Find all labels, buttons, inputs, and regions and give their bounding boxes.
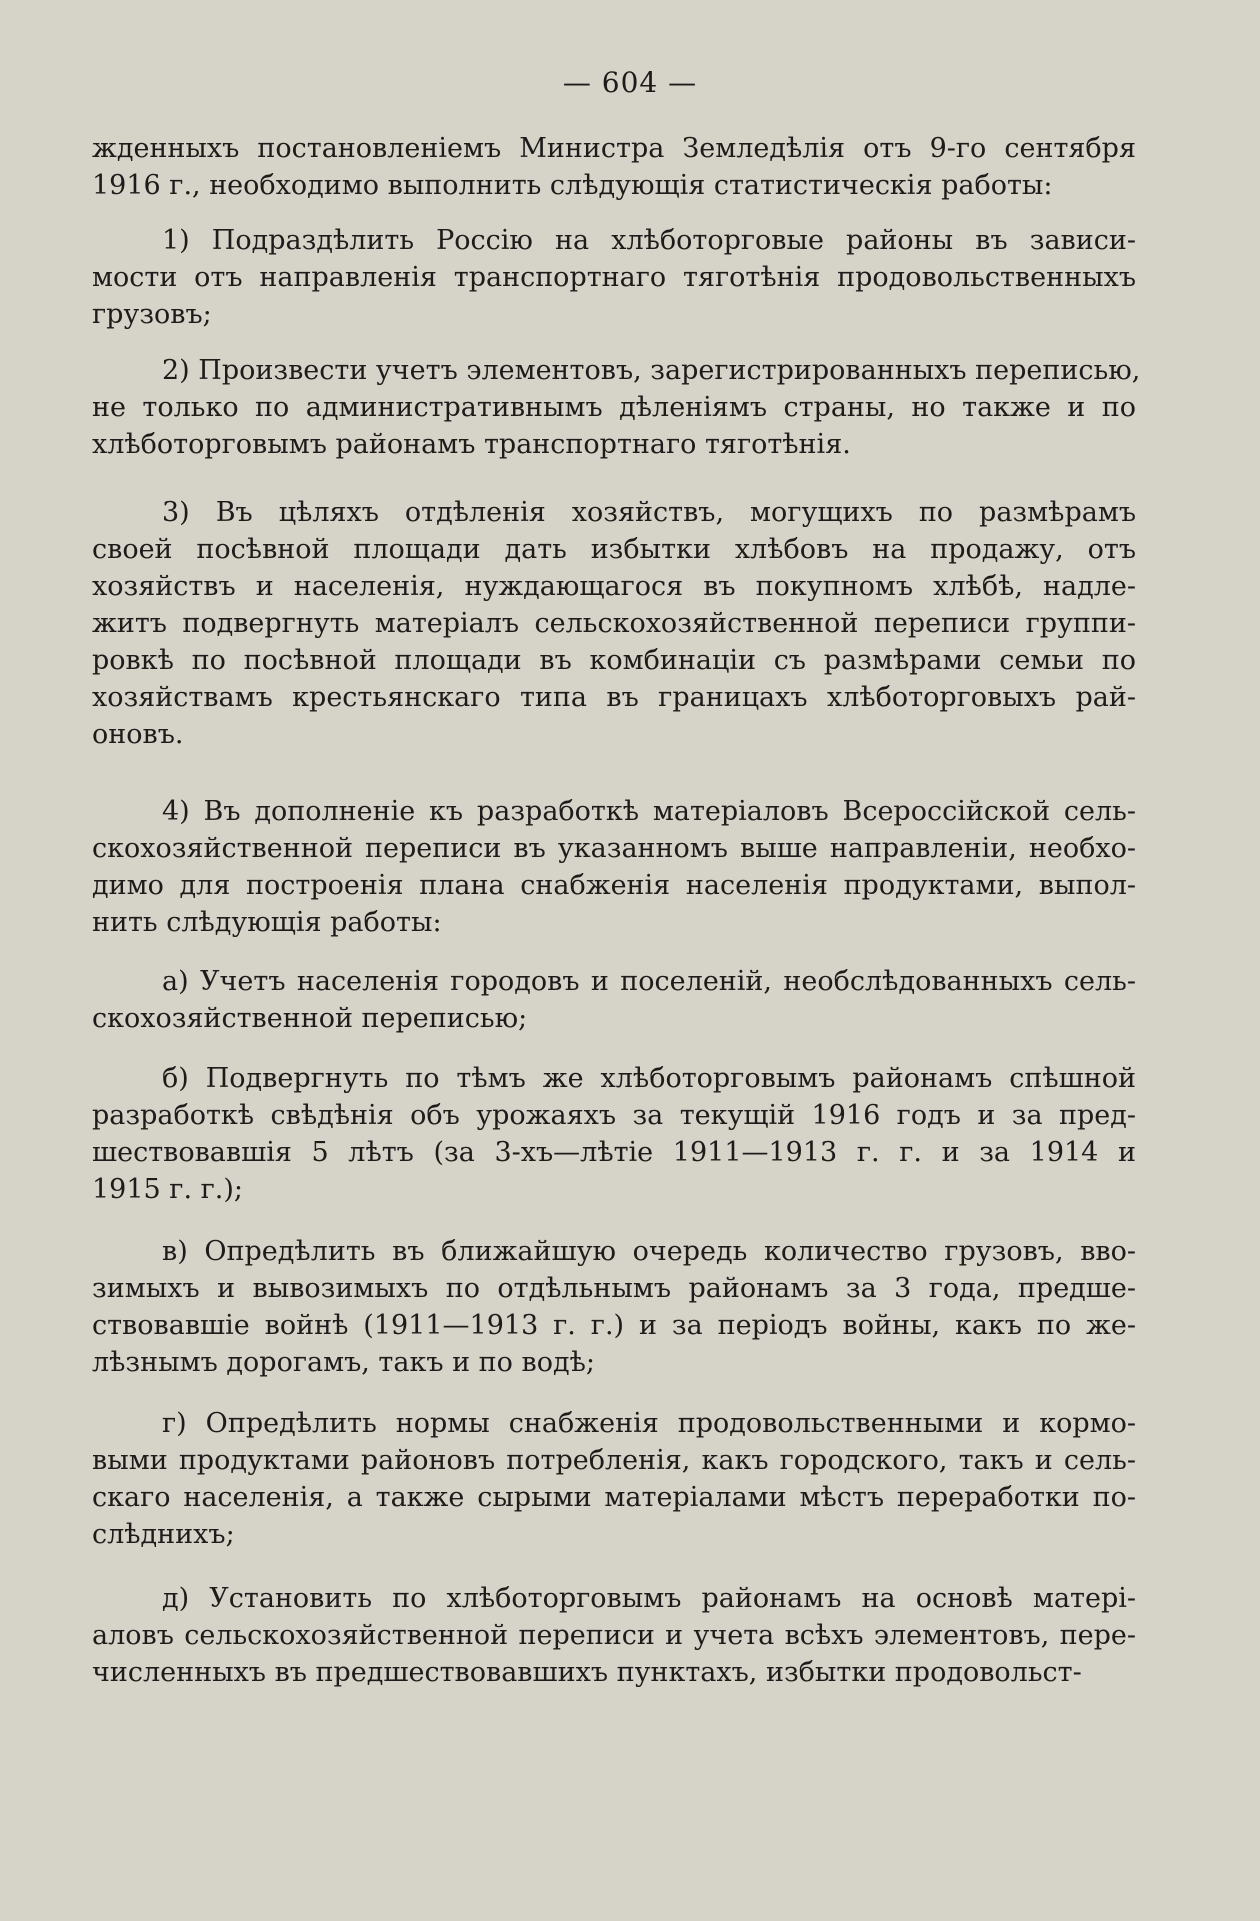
- paragraph: [92, 963, 1136, 1037]
- text-line: 1915 г. г.);: [92, 1174, 243, 1205]
- text-line: хлѣботорговымъ районамъ транспортнаго тяготѣнія.: [92, 429, 851, 460]
- text-line: 3) Въ цѣляхъ отдѣленія хозяйствъ, могущихъ по размѣрамъ: [162, 497, 1136, 528]
- paragraph: [92, 222, 1136, 333]
- text-line: скохозяйственной переписи въ указанномъ выше направленіи, необхо-: [92, 833, 1136, 864]
- text-line: 4) Въ дополненіе къ разработкѣ матеріаловъ Всероссійской сель-: [162, 796, 1136, 827]
- text-line: г) Опредѣлить нормы снабженія продовольственными и кормо-: [162, 1408, 1136, 1439]
- paragraph: [92, 793, 1136, 941]
- text-line: своей посѣвной площади дать избытки хлѣбовъ на продажу, отъ: [92, 534, 1136, 565]
- text-line: численныхъ въ предшествовавшихъ пунктахъ, избытки продовольст-: [92, 1657, 1082, 1688]
- text-line: оновъ.: [92, 719, 184, 750]
- text-line: димо для построенія плана снабженія населенія продуктами, выпол-: [92, 870, 1136, 901]
- text-line: шествовавшія 5 лѣтъ (за 3-хъ—лѣтіе 1911—1913 г. г. и за 1914 и: [92, 1137, 1136, 1168]
- text-line: 2) Произвести учетъ элементовъ, зарегистрированныхъ переписью,: [162, 355, 1141, 386]
- page-number: — 604 —: [562, 66, 698, 99]
- text-line: б) Подвергнуть по тѣмъ же хлѣботорговымъ районамъ спѣшной: [162, 1063, 1136, 1094]
- text-line: грузовъ;: [92, 299, 212, 330]
- paragraph: [92, 1060, 1136, 1208]
- text-line: хозяйствъ и населенія, нуждающагося въ покупномъ хлѣбѣ, надле-: [92, 571, 1136, 602]
- text-line: скаго населенія, а также сырыми матеріалами мѣстъ переработки по-: [92, 1482, 1136, 1513]
- text-line: нить слѣдующія работы:: [92, 907, 442, 938]
- text-line: ровкѣ по посѣвной площади въ комбинаціи съ размѣрами семьи по: [92, 645, 1136, 676]
- text-line: ствовавшіе войнѣ (1911—1913 г. г.) и за періодъ войны, какъ по же-: [92, 1310, 1136, 1341]
- paragraph: [92, 130, 1136, 204]
- text-line: 1916 г., необходимо выполнить слѣдующія статистическія работы:: [92, 170, 1053, 201]
- text-line: не только по административнымъ дѣленіямъ страны, но также и по: [92, 392, 1136, 423]
- text-line: слѣднихъ;: [92, 1519, 235, 1550]
- text-line: аловъ сельскохозяйственной переписи и учета всѣхъ элементовъ, пере-: [92, 1620, 1136, 1651]
- text-line: выми продуктами районовъ потребленія, какъ городского, такъ и сель-: [92, 1445, 1136, 1476]
- text-line: разработкѣ свѣдѣнія объ урожаяхъ за текущій 1916 годъ и за пред-: [92, 1100, 1136, 1131]
- text-line: скохозяйственной переписью;: [92, 1003, 528, 1034]
- paragraph: [92, 1580, 1136, 1691]
- text-line: жденныхъ постановленіемъ Министра Земледѣлія отъ 9-го сентября: [92, 133, 1136, 164]
- text-line: зимыхъ и вывозимыхъ по отдѣльнымъ районамъ за 3 года, предше-: [92, 1273, 1136, 1304]
- text-line: лѣзнымъ дорогамъ, такъ и по водѣ;: [92, 1347, 595, 1378]
- text-line: мости отъ направленія транспортнаго тяготѣнія продовольственныхъ: [92, 262, 1136, 293]
- text-line: а) Учетъ населенія городовъ и поселеній, необслѣдованныхъ сель-: [162, 966, 1136, 997]
- text-line: д) Установить по хлѣботорговымъ районамъ на основѣ матері-: [162, 1583, 1136, 1614]
- text-line: в) Опредѣлить въ ближайшую очередь количество грузовъ, вво-: [162, 1236, 1136, 1267]
- paragraph: [92, 494, 1136, 753]
- paragraph: [92, 1233, 1136, 1381]
- paragraph: [92, 1405, 1136, 1553]
- text-line: 1) Подраздѣлить Россію на хлѣботорговые районы въ зависи-: [162, 225, 1136, 256]
- text-line: хозяйствамъ крестьянскаго типа въ границахъ хлѣботорговыхъ рай-: [92, 682, 1136, 713]
- text-line: житъ подвергнуть матеріалъ сельскохозяйственной переписи группи-: [92, 608, 1136, 639]
- paragraph: [92, 352, 1141, 463]
